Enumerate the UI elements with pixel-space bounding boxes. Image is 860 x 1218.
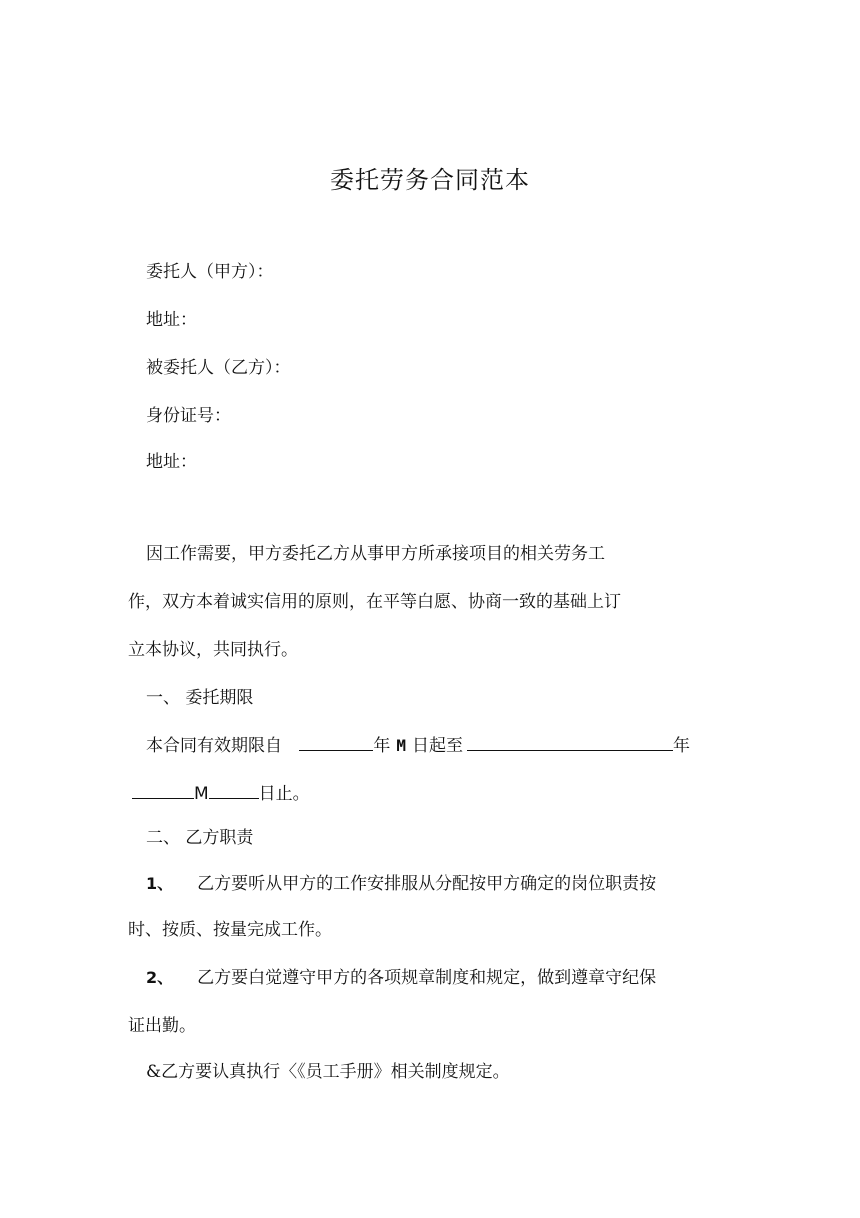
term-prefix: 本合同有效期限自	[146, 736, 282, 756]
agent-field-label: 被委托人（乙方）：	[146, 358, 291, 378]
month-mark-2: M	[194, 784, 209, 804]
year-label-2: 年	[673, 736, 691, 756]
preamble-line-2: 作，双方本着诚实信用的原则，在平等白愿、协商一致的基础上订	[128, 592, 621, 612]
term-line	[146, 736, 690, 756]
item-2-number: 2、	[146, 968, 174, 987]
preamble-line-3: 立本协议，共同执行。	[128, 640, 298, 660]
day-end-label: 日止。	[258, 784, 310, 804]
client-field-label: 委托人（甲方）：	[146, 262, 274, 282]
year-label-1: 年	[373, 736, 391, 756]
item-1-number: 1、	[146, 874, 174, 893]
date-blank-end	[467, 736, 673, 751]
day-blank-2	[209, 784, 259, 799]
document-title: 委托劳务合同范本	[330, 166, 530, 194]
year-blank-2	[132, 784, 194, 799]
item-2-line-2: 证出勤。	[128, 1016, 196, 1036]
term-end-line	[132, 784, 310, 804]
id-number-label: 身份证号：	[146, 406, 231, 426]
client-address-label: 地址：	[146, 310, 197, 330]
year-blank-1	[299, 736, 373, 751]
section2-heading: 二、 乙方职责	[146, 828, 254, 848]
day-from-label: 日起至	[412, 736, 464, 756]
item-1-line-1	[146, 874, 656, 894]
item-2-line-1	[146, 968, 656, 988]
month-mark-1: M	[396, 736, 407, 755]
section1-heading: 一、 委托期限	[146, 688, 254, 708]
agent-address-label: 地址：	[146, 452, 197, 472]
item-2-text: 乙方要白觉遵守甲方的各项规章制度和规定，做到遵章守纪保	[197, 968, 657, 988]
preamble-line-1: 因工作需要，甲方委托乙方从事甲方所承接项目的相关劳务工	[146, 544, 605, 564]
item-1-text: 乙方要听从甲方的工作安排服从分配按甲方确定的岗位职责按	[197, 874, 657, 894]
item-3-line: &乙方要认真执行〈《员工手册》相关制度规定。	[146, 1062, 510, 1082]
item-1-line-2: 时、按质、按量完成工作。	[128, 920, 332, 940]
